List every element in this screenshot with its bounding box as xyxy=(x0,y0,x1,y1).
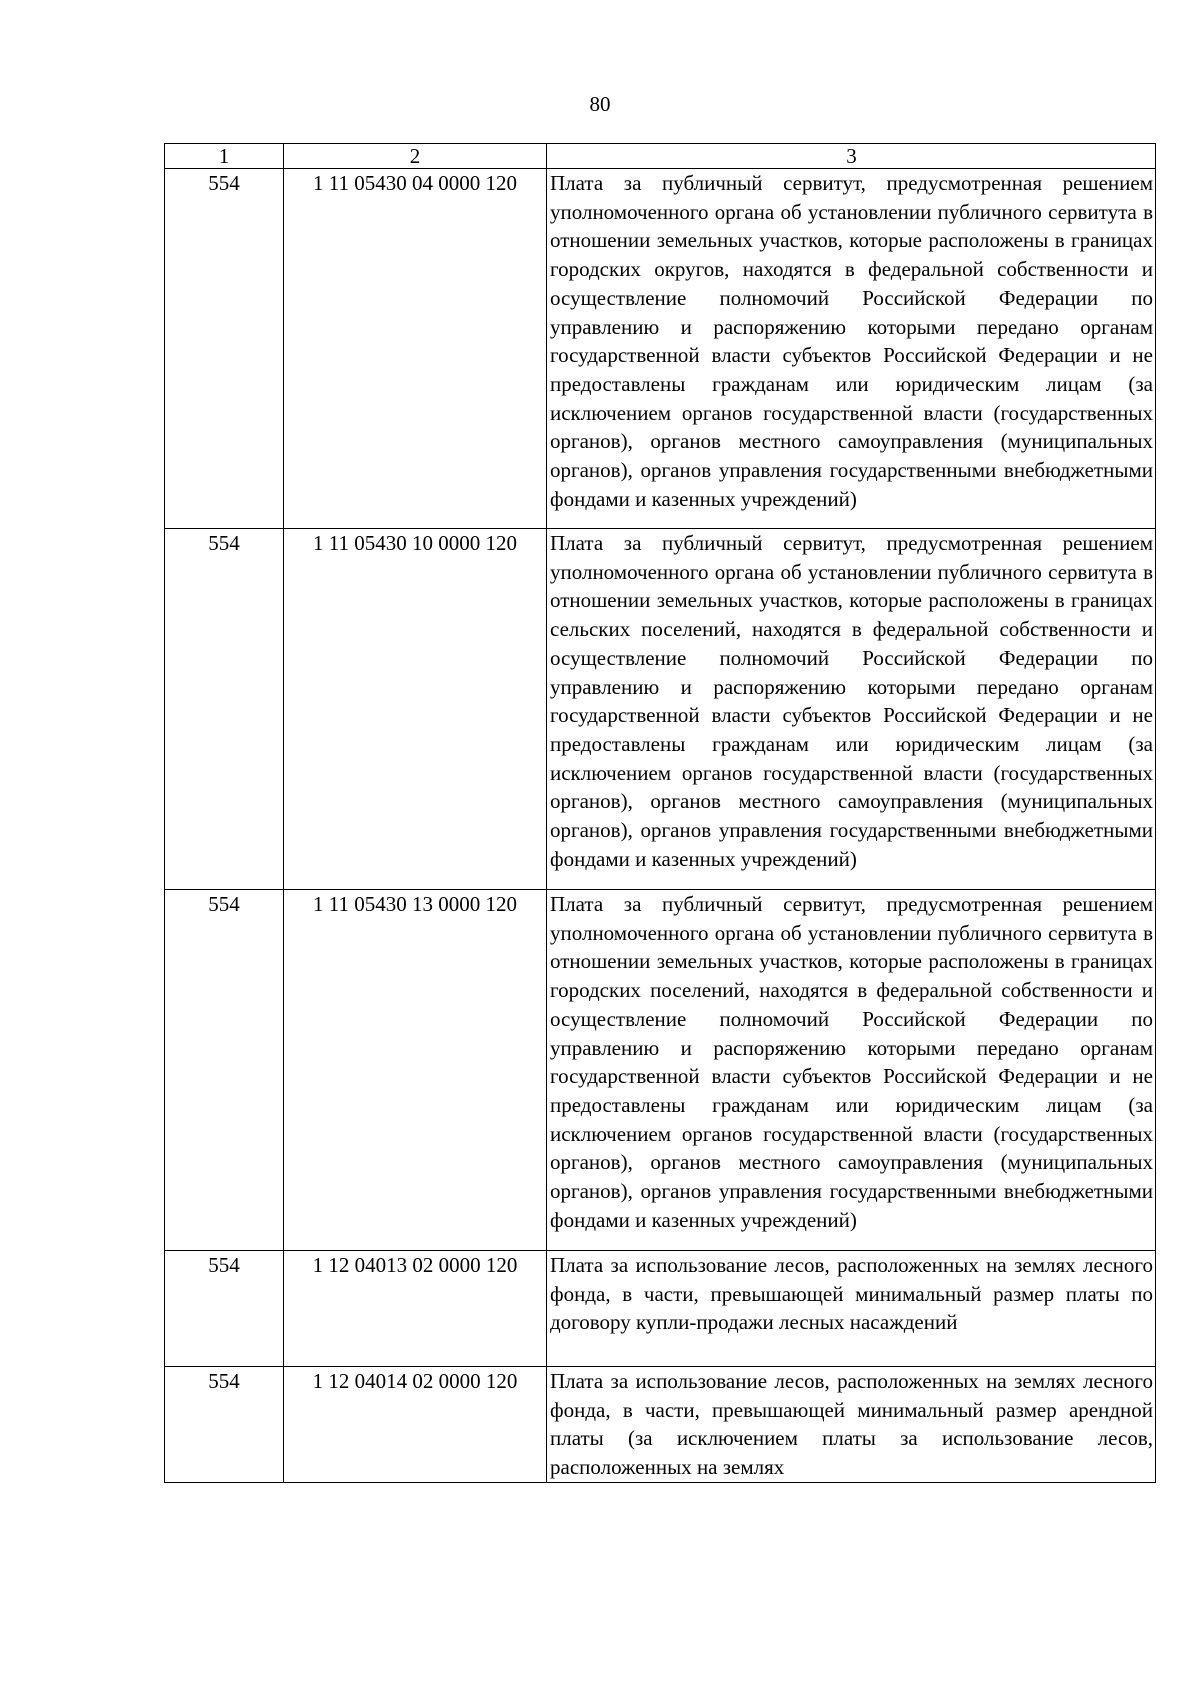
revenue-description-cell: Плата за использование лесов, расположенных на землях лесного фонда, в части, превышающей минимальный размер платы по договору купли-продажи лесных насаждений xyxy=(547,1251,1156,1367)
table-row xyxy=(165,1367,1156,1483)
admin-code-cell: 554 xyxy=(165,1251,284,1367)
header-col-3: 3 xyxy=(547,144,1156,169)
admin-code-cell: 554 xyxy=(165,1367,284,1483)
table-row xyxy=(165,529,1156,890)
budget-classification-code-cell: 1 11 05430 10 0000 120 xyxy=(284,529,547,890)
header-col-2: 2 xyxy=(284,144,547,169)
budget-classification-code-cell: 1 12 04013 02 0000 120 xyxy=(284,1251,547,1367)
page-number: 80 xyxy=(589,92,611,116)
admin-code-cell: 554 xyxy=(165,529,284,890)
header-col-1: 1 xyxy=(165,144,284,169)
admin-code-cell: 554 xyxy=(165,890,284,1251)
budget-classification-code-cell: 1 11 05430 04 0000 120 xyxy=(284,169,547,529)
budget-classification-code-cell: 1 11 05430 13 0000 120 xyxy=(284,890,547,1251)
budget-classification-code-cell: 1 12 04014 02 0000 120 xyxy=(284,1367,547,1483)
table-row xyxy=(165,1251,1156,1367)
revenue-description-cell: Плата за публичный сервитут, предусмотренная решением уполномоченного органа об установлении публичного сервитута в отношении земельных участков, которые расположены в границах городских округов, находятся в федеральной собственности и осуществление полномочий Российской Федерации по управлению и распоряжению которыми передано органам государственной власти субъектов Российской Федерации и не предоставлены гражданам или юридическим лицам (за исключением органов государственной власти (государственных органов), органов местного самоуправления (муниципальных органов), органов управления государственными внебюджетными фондами и казенных учреждений) xyxy=(547,169,1156,529)
revenue-description-cell: Плата за публичный сервитут, предусмотренная решением уполномоченного органа об установлении публичного сервитута в отношении земельных участков, которые расположены в границах сельских поселений, находятся в федеральной собственности и осуществление полномочий Российской Федерации по управлению и распоряжению которыми передано органам государственной власти субъектов Российской Федерации и не предоставлены гражданам или юридическим лицам (за исключением органов государственной власти (государственных органов), органов местного самоуправления (муниципальных органов), органов управления государственными внебюджетными фондами и казенных учреждений) xyxy=(547,529,1156,890)
budget-code-table xyxy=(164,143,1156,1483)
admin-code-cell: 554 xyxy=(165,169,284,529)
revenue-description-cell: Плата за использование лесов, расположенных на землях лесного фонда, в части, превышающей минимальный размер арендной платы (за исключением платы за использование лесов, расположенных на землях xyxy=(547,1367,1156,1483)
table-header-row xyxy=(165,144,1156,169)
table-row xyxy=(165,890,1156,1251)
table-row xyxy=(165,169,1156,529)
revenue-description-cell: Плата за публичный сервитут, предусмотренная решением уполномоченного органа об установлении публичного сервитута в отношении земельных участков, которые расположены в границах городских поселений, находятся в федеральной собственности и осуществление полномочий Российской Федерации по управлению и распоряжению которыми передано органам государственной власти субъектов Российской Федерации и не предоставлены гражданам или юридическим лицам (за исключением органов государственной власти (государственных органов), органов местного самоуправления (муниципальных органов), органов управления государственными внебюджетными фондами и казенных учреждений) xyxy=(547,890,1156,1251)
